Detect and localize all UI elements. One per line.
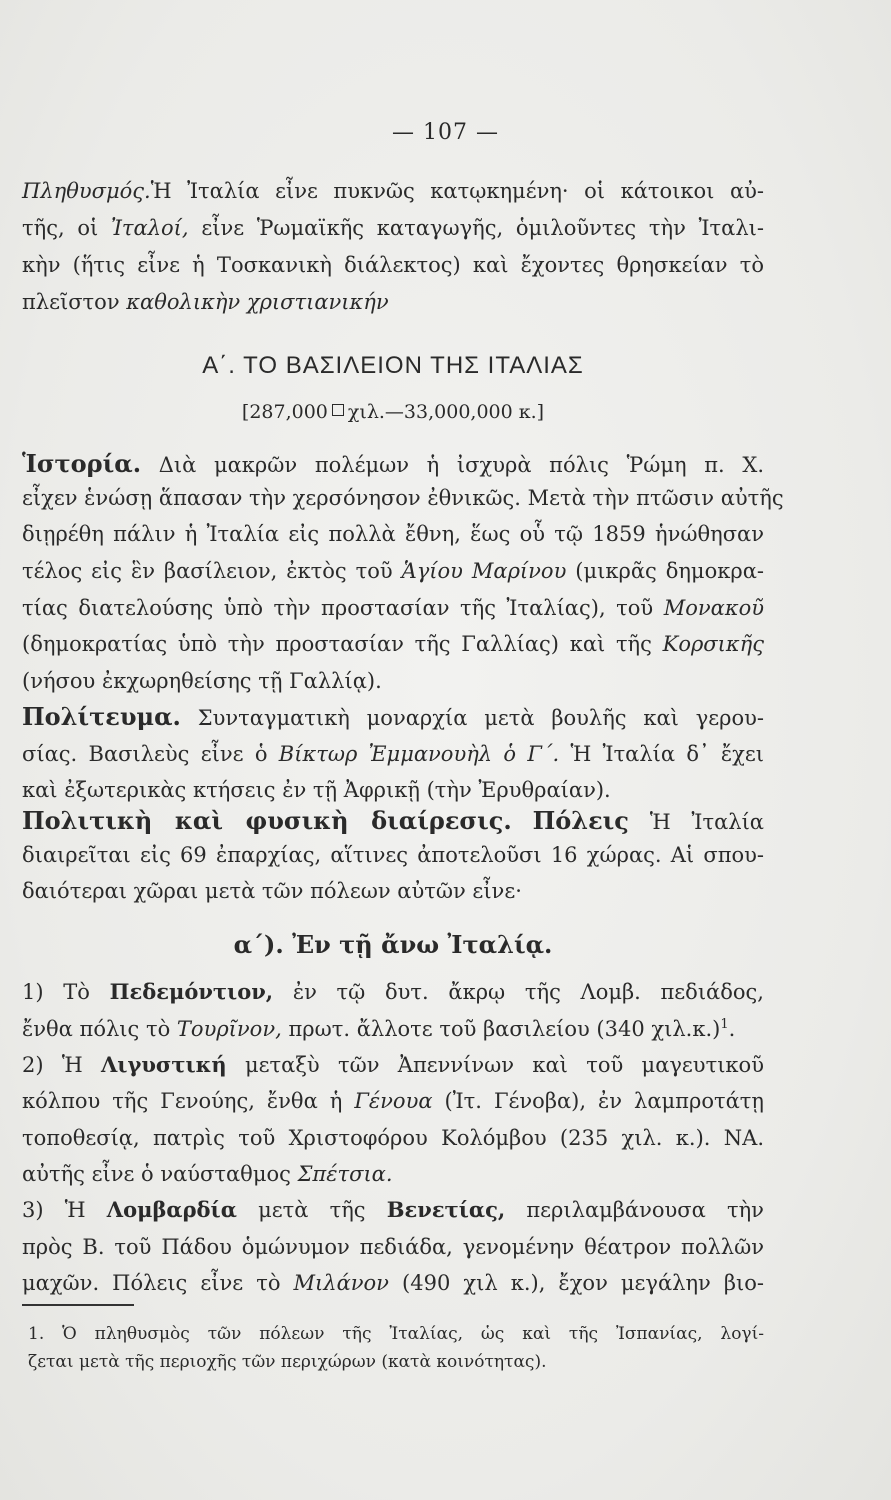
liguria-line-3: τοποθεσίᾳ, πατρὶς τοῦ Χριστοφόρου Κολόμβου (235 χιλ. κ.). ΝΑ. [22, 1126, 764, 1150]
lombardy-line-2: πρὸς Β. τοῦ Πάδου ὁμώνυμον πεδιάδα, γενομένην θέατρον πολλῶν [22, 1235, 764, 1259]
lombardy-line-1: 3) Ἡ Λομβαρδία μετὰ τῆς Βενετίας, περιλαμβάνουσα τὴν [22, 1197, 764, 1222]
liguria-line-2: κόλπου τῆς Γενούης, ἔνθα ἡ Γένουα (Ἰτ. Γένοβα), ἐν λαμπροτάτῃ [22, 1089, 764, 1113]
history-line-7: (νήσου ἐκχωρηθείσης τῇ Γαλλίᾳ). [22, 669, 382, 693]
kingdom-stats: [287,000 χιλ.—33,000,000 κ.] [241, 401, 545, 423]
lombardy-line-3: μαχῶν. Πόλεις εἶνε τὸ Μιλάνον (490 χιλ κ.), ἔχον μεγάλην βιο- [22, 1271, 764, 1295]
history-line-1: Ἱστορία. Διὰ μακρῶν πολέμων ἡ ἰσχυρὰ πόλις Ῥώμη π. Χ. [22, 449, 764, 478]
footnote-line-1: 1. Ὁ πληθυσμὸς τῶν πόλεων τῆς Ἰταλίας, ὡς καὶ τῆς Ἰσπανίας, λογί- [28, 1324, 764, 1344]
history-line-6: (δημοκρατίας ὑπὸ τὴν προστασίαν τῆς Γαλλίας) καὶ τῆς Κορσικῆς [22, 632, 764, 656]
population-heading: Πληθυσμός. [22, 179, 151, 203]
division-line-1: Πολιτικὴ καὶ φυσικὴ διαίρεσις. Πόλεις Ἡ Ἰταλία [22, 806, 764, 835]
history-line-2: εἶχεν ἑνώσῃ ἅπασαν τὴν χερσόνησον ἐθνικῶς. Μετὰ τὴν πτῶσιν αὐτῆς [22, 486, 784, 510]
piedmont-line-2: ἔνθα πόλις τὸ Τουρῖνον, πρωτ. ἄλλοτε τοῦ βασιλείου (340 χιλ.κ.)$^1$. [22, 1017, 736, 1041]
history-heading: Ἱστορία. [22, 449, 142, 478]
population-line-3: κὴν (ἥτις εἶνε ἡ Τοσκανικὴ διάλεκτος) καὶ ἔχοντες θρησκείαν τὸ [22, 253, 764, 277]
square-symbol-icon [332, 404, 344, 416]
history-line-5: τίας διατελούσης ὑπὸ τὴν προστασίαν τῆς Ἰταλίας), τοῦ Μονακοῦ [22, 596, 765, 620]
population-line-2: τῆς, οἱ Ἰταλοί, εἶνε Ῥωμαϊκῆς καταγωγῆς, ὁμιλοῦντες τὴν Ἰταλι- [22, 216, 764, 240]
population-line-4: πλεῖστον καθολικὴν χριστιανικήν [22, 290, 389, 314]
upper-italy-heading: α΄). Ἐν τῇ ἄνω Ἰταλίᾳ. [233, 930, 553, 959]
kingdom-heading: Α΄. ΤΟ ΒΑΣΙΛΕΙΟΝ ΤΗΣ ΙΤΑΛΙΑΣ [202, 352, 584, 379]
cities-heading: Πόλεις [532, 806, 629, 835]
history-line-3: διῃρέθη πάλιν ἡ Ἰταλία εἰς πολλὰ ἔθνη, ἕως οὗ τῷ 1859 ἡνώθησαν [22, 522, 764, 546]
venetia-name: Βενετίας, [386, 1197, 506, 1222]
government-line-1: Πολίτευμα. Συνταγματικὴ μοναρχία μετὰ βουλῆς καὶ γερου- [22, 702, 764, 731]
division-heading: Πολιτικὴ καὶ φυσικὴ διαίρεσις. [22, 806, 512, 835]
footnote-line-2: ζεται μετὰ τῆς περιοχῆς τῶν περιχώρων (κατὰ κοινότητας). [28, 1352, 547, 1372]
liguria-line-4: αὐτῆς εἶνε ὁ ναύσταθμος Σπέτσια. [22, 1162, 393, 1186]
footnote-marker: 1 [720, 1017, 729, 1032]
page-number: — 107 — [392, 120, 499, 145]
division-line-3: δαιότεραι χῶραι μετὰ τῶν πόλεων αὐτῶν εἶνε· [22, 879, 522, 903]
government-line-3: καὶ ἐξωτερικὰς κτήσεις ἐν τῇ Ἀφρικῇ (τὴν Ἐρυθραίαν). [22, 778, 611, 802]
division-line-2: διαιρεῖται εἰς 69 ἐπαρχίας, αἵτινες ἀποτελοῦσι 16 χώρας. Αἱ σπου- [22, 843, 764, 867]
piedmont-name: Πεδεμόντιον, [109, 979, 274, 1004]
liguria-name: Λιγυστική [101, 1052, 227, 1077]
footnote-rule [22, 1304, 134, 1306]
government-line-2: σίας. Βασιλεὺς εἶνε ὁ Βίκτωρ Ἐμμανουὴλ ὁ Γ΄. Ἡ Ἰταλία δ᾽ ἔχει [22, 742, 764, 766]
history-line-4: τέλος εἰς ἓν βασίλειον, ἐκτὸς τοῦ Ἁγίου Μαρίνου (μικρᾶς δημοκρα- [22, 559, 764, 583]
government-heading: Πολίτευμα. [22, 702, 181, 731]
population-line-1: Πληθυσμός.Ἡ Ἰταλία εἶνε πυκνῶς κατῳκημένη· οἱ κάτοικοι αὐ- [22, 179, 764, 203]
lombardy-name: Λομβαρδία [106, 1197, 237, 1222]
piedmont-line-1: 1) Τὸ Πεδεμόντιον, ἐν τῷ δυτ. ἄκρῳ τῆς Λομβ. πεδιάδος, [22, 979, 764, 1004]
liguria-line-1: 2) Ἡ Λιγυστική μεταξὺ τῶν Ἀπεννίνων καὶ τοῦ μαγευτικοῦ [22, 1052, 764, 1077]
